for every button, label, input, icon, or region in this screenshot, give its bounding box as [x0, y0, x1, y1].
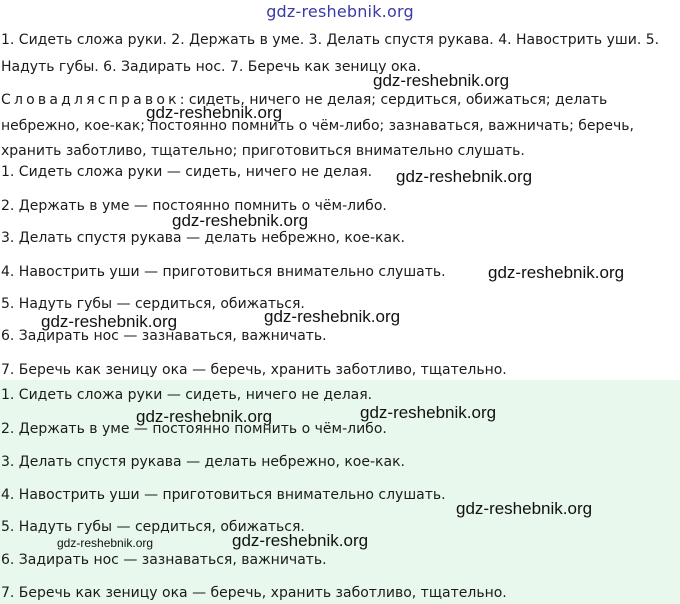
- answer-3: 3. Делать спустя рукава — делать небрежно, кое-как.: [1, 230, 405, 246]
- watermark: gdz-reshebnik.org: [146, 103, 283, 122]
- reference-line-2: небрежно, кое-как; постоянно помнить о чём-либо; зазнаваться, важничать; беречь,: [1, 118, 634, 134]
- watermark: gdz-reshebnik.org: [360, 403, 497, 422]
- watermark: gdz-reshebnik.org: [136, 407, 273, 426]
- reference-text: : сидеть, ничего не делая; сердиться, обижаться; делать: [179, 92, 608, 108]
- watermark: gdz-reshebnik.org: [488, 263, 625, 282]
- answer-7: 7. Беречь как зеницу ока — беречь, хранить заботливо, тщательно.: [1, 362, 507, 378]
- watermark: gdz-reshebnik.org: [57, 536, 154, 550]
- watermark: gdz-reshebnik.org: [172, 211, 309, 230]
- answer-5: 5. Надуть губы — сердиться, обижаться.: [1, 296, 305, 312]
- task-line-1: 1. Сидеть сложа руки. 2. Держать в уме. 3. Делать спустя рукава. 4. Навострить уши. 5.: [1, 32, 660, 48]
- answer-2: 2. Держать в уме — постоянно помнить о чём-либо.: [1, 198, 387, 214]
- header-watermark: gdz-reshebnik.org: [266, 2, 414, 21]
- reference-label: Словадлясправок: [1, 92, 180, 108]
- answer-repeat-4: 4. Навострить уши — приготовиться внимательно слушать.: [1, 487, 446, 503]
- answer-6: 6. Задирать нос — зазнаваться, важничать.: [1, 328, 327, 344]
- answer-repeat-3: 3. Делать спустя рукава — делать небрежно, кое-как.: [1, 454, 405, 470]
- watermark: gdz-reshebnik.org: [232, 531, 369, 550]
- watermark: gdz-reshebnik.org: [396, 167, 533, 186]
- reference-line-3: хранить заботливо, тщательно; приготовиться внимательно слушать.: [1, 143, 525, 159]
- answer-1: 1. Сидеть сложа руки — сидеть, ничего не делая.: [1, 164, 373, 180]
- watermark: gdz-reshebnik.org: [264, 307, 401, 326]
- answer-repeat-2: 2. Держать в уме — постоянно помнить о чём-либо.: [1, 421, 387, 437]
- answer-4: 4. Навострить уши — приготовиться внимательно слушать.: [1, 264, 446, 280]
- reference-line-1: [1, 91, 607, 109]
- answer-repeat-5: 5. Надуть губы — сердиться, обижаться.: [1, 519, 305, 535]
- answer-repeat-7: 7. Беречь как зеницу ока — беречь, хранить заботливо, тщательно.: [1, 585, 507, 601]
- task-line-2: Надуть губы. 6. Задирать нос. 7. Беречь как зеницу ока.: [1, 59, 421, 75]
- watermark: gdz-reshebnik.org: [373, 71, 510, 90]
- watermark: gdz-reshebnik.org: [41, 312, 178, 331]
- watermark: gdz-reshebnik.org: [456, 499, 593, 518]
- answer-repeat-6: 6. Задирать нос — зазнаваться, важничать.: [1, 552, 327, 568]
- answer-repeat-1: 1. Сидеть сложа руки — сидеть, ничего не делая.: [1, 387, 373, 403]
